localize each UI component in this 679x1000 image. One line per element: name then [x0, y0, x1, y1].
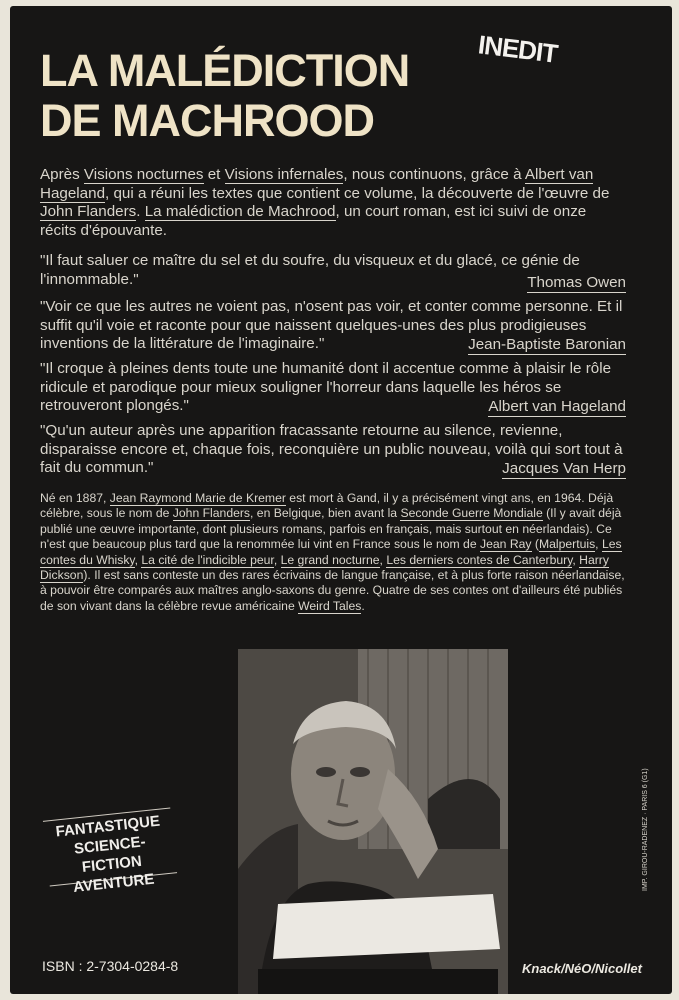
title-line-1: LA MALÉDICTION — [40, 45, 410, 96]
bio-text: . — [361, 598, 365, 613]
title-malpertuis: Malpertuis — [538, 537, 596, 552]
isbn: ISBN : 2-7304-0284-8 — [42, 958, 179, 974]
portrait-illustration — [238, 649, 508, 994]
bio-text: , — [273, 552, 281, 567]
bio-text: , en Belgique, bien avant la — [250, 506, 401, 521]
bio-text: , — [572, 552, 580, 567]
bio-text: , — [379, 552, 387, 567]
name-john-flanders: John Flanders — [172, 506, 251, 521]
intro-text: Après — [40, 166, 84, 183]
inedit-badge: INEDIT — [476, 29, 559, 69]
printer-credit: IMP. GIROU-RADENEZ · PARIS 6 (G1) — [642, 768, 649, 891]
genre-fantastique: FANTASTIQUE — [54, 812, 161, 841]
quote-2: "Voir ce que les autres ne voient pas, n'osent pas voir, et conter comme personne. Et il suffit qu'il voie et raconte pour que naissent quelques-unes des plus prodigieuses inventions de la littérature de l'imaginaire." — [40, 298, 623, 352]
title-derniers-contes-canterbury: Les derniers contes de Canterbury — [386, 552, 573, 567]
quote-3-author: Albert van Hageland — [488, 398, 626, 415]
name-jean-raymond-marie-de-kremer: Jean Raymond Marie de Kremer — [109, 491, 286, 505]
intro-paragraph — [40, 166, 626, 240]
publisher-name: Knack/NéO/Nicollet — [522, 961, 642, 976]
intro-text: . — [136, 203, 145, 220]
title-line-2: DE MACHROOD — [40, 95, 374, 146]
quote-4-author: Jacques Van Herp — [502, 460, 626, 477]
bio-text: , — [595, 537, 602, 552]
genre-aventure: AVENTURE — [72, 870, 156, 897]
bio-text: Né en 1887, — [40, 491, 110, 505]
name-jean-ray: Jean Ray — [480, 537, 532, 552]
intro-text: , nous continuons, grâce à — [343, 166, 525, 183]
name-albert-van-hageland: Albert van Hageland — [40, 166, 594, 202]
title-weird-tales: Weird Tales — [298, 598, 362, 613]
genre-label — [43, 807, 177, 897]
title-contes-du-whisky: Les contes du Whisky — [40, 537, 622, 567]
biography-paragraph — [40, 491, 630, 614]
title-malediction: La malédiction de Machrood — [144, 203, 336, 220]
bio-text: est mort à Gand, il y a précisément vingt ans, en 1964. Déjà célèbre, sous le nom de — [40, 491, 614, 521]
quote-1-author: Thomas Owen — [527, 274, 626, 291]
bio-text: ). Il est sans conteste un des rares écrivains de langue française, et à plus forte raison néerlandaise, à pouvoir être comparés aux maîtres anglo-saxons du genre. Quatre de ses contes ont d'ailleurs été publiés de son vivant dans la célèbre revue américaine — [40, 568, 625, 613]
book-back-cover — [10, 6, 672, 994]
title-visions-nocturnes: Visions nocturnes — [83, 166, 204, 183]
title-visions-infernales: Visions infernales — [224, 166, 344, 183]
bio-text: (Il y avait déjà publié une œuvre importante, dont plusieurs romans, parfois en français, mais surtout en néerlandais). Ce n'est que beaucoup plus tard que la renommée lui vint en France sous le nom de — [40, 506, 622, 552]
name-john-flanders: John Flanders — [40, 203, 137, 220]
intro-text: , qui a réuni les textes que contient ce volume, la découverte de l'œuvre de — [105, 184, 610, 202]
author-portrait-photo — [238, 649, 508, 994]
intro-text: , un court roman, est ici suivi de onze récits d'épouvante. — [40, 203, 587, 239]
quote-4: "Qu'un auteur après une apparition fracassante retourne au silence, revienne, disparaisse encore et, chaque fois, reconquière un public nouveau, voilà qui sort tout à fait du commun." — [40, 422, 623, 476]
quote-1: "Il faut saluer ce maître du sel et du soufre, du visqueux et du glacé, ce génie de l'innommable." — [40, 252, 580, 288]
bio-text: , — [134, 552, 142, 567]
bio-text: ( — [531, 537, 539, 552]
title-grand-nocturne: Le grand nocturne — [280, 552, 380, 567]
title-cite-indicible-peur: La cité de l'indicible peur — [141, 552, 274, 567]
title-harry-dickson: Harry Dickson — [40, 552, 609, 583]
quote-2-author: Jean-Baptiste Baronian — [468, 336, 626, 353]
intro-text: et — [203, 166, 225, 183]
book-title — [40, 46, 409, 146]
seconde-guerre-mondiale: Seconde Guerre Mondiale — [400, 506, 543, 521]
quote-3: "Il croque à pleines dents toute une humanité dont il accentue comme à plaisir le rôle ridicule et parodique pour mieux souligner l'horreur dans laquelle les héros se retrouveront plongés." — [40, 360, 612, 414]
genre-science-fiction: SCIENCE-FICTION — [73, 833, 147, 876]
